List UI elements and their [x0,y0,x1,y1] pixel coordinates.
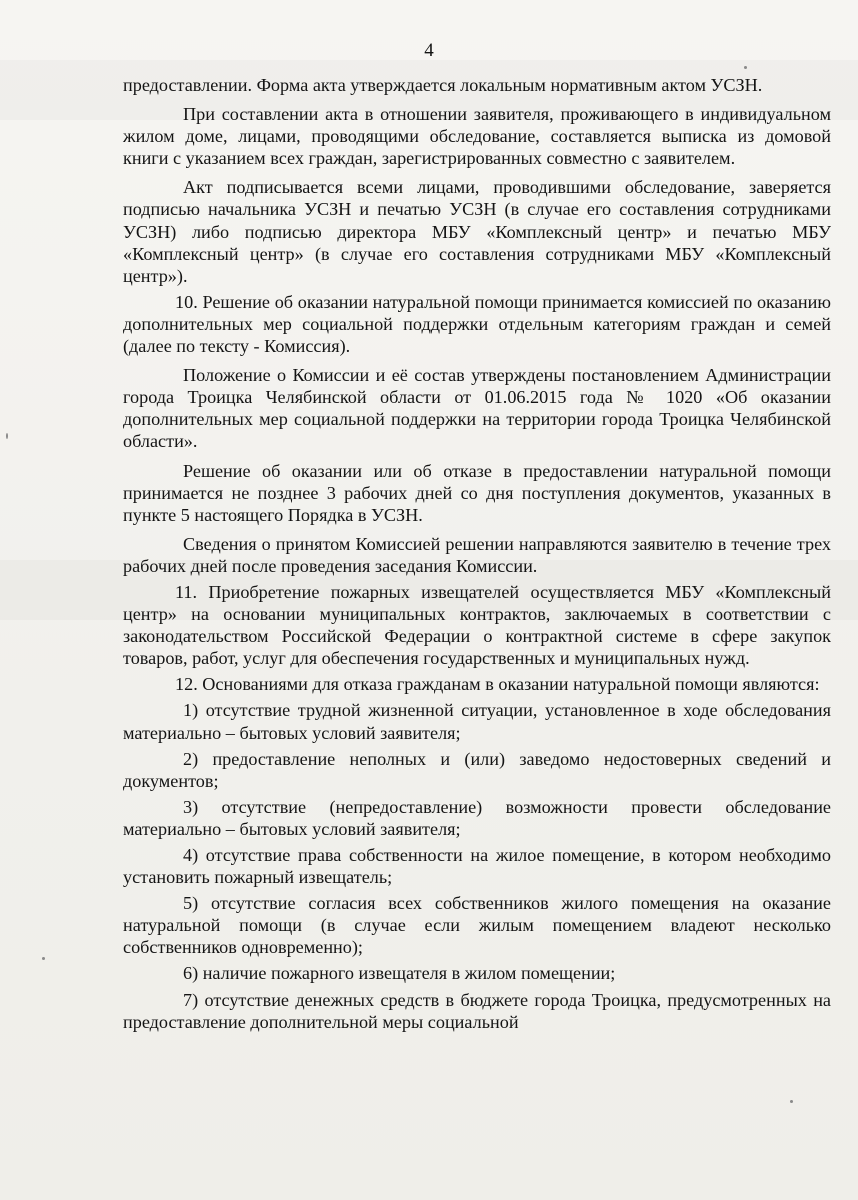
paragraph: Акт подписывается всеми лицами, проводившими обследование, заверяется подписью начальника УСЗН и печатью УСЗН (в случае его составления сотрудниками УСЗН) либо подписью директора МБУ «Комплексный центр» и печатью МБУ «Комплексный центр» (в случае его составления сотрудниками МБУ «Комплексный центр»). [123,177,831,286]
paragraph: Решение об оказании или об отказе в предоставлении натуральной помощи принимается не позднее 3 рабочих дней со дня поступления документов, указанных в пункте 5 настоящего Порядка в УСЗН. [123,460,831,525]
list-item: 6) наличие пожарного извещателя в жилом помещении; [183,963,616,984]
list-item: 4) отсутствие права собственности на жилое помещение, в котором необходимо установить пожарный извещатель; [123,845,831,888]
scan-speck [790,1100,793,1103]
list-item: 7) отсутствие денежных средств в бюджете города Троицка, предусмотренных на предоставление дополнительной меры социальной [123,989,831,1032]
paragraph: Положение о Комиссии и её состав утверждены постановлением Администрации города Троицка Челябинской области от 01.06.2015 года № 1020 «Об оказании дополнительных мер социальной поддержки на территории города Троицка Челябинской области». [123,365,831,452]
paragraph: 11. Приобретение пожарных извещателей осуществляется МБУ «Комплексный центр» на основании муниципальных контрактов, заключаемых в соответствии с законодательством Российской Федерации о контрактной системе в сфере закупок товаров, работ, услуг для обеспечения государственных и муниципальных нужд. [123,581,831,669]
list-item: 2) предоставление неполных и (или) заведомо недостоверных сведений и документов; [123,748,831,791]
list-item: 3) отсутствие (непредоставление) возможности провести обследование материально – бытовых условий заявителя; [123,796,831,839]
document-body [123,74,831,1033]
paragraph: Сведения о принятом Комиссией решении направляются заявителю в течение трех рабочих дней после проведения заседания Комиссии. [123,533,831,576]
paragraph: предоставлении. Форма акта утверждается локальным нормативным актом УСЗН. [123,75,763,95]
scan-speck [744,66,747,69]
scan-speck [42,957,45,960]
paragraph: 10. Решение об оказании натуральной помощи принимается комиссией по оказанию дополнительных мер социальной поддержки отдельным категориям граждан и семей (далее по тексту - Комиссия). [123,291,831,357]
page-number: 4 [424,40,434,61]
list-item: 1) отсутствие трудной жизненной ситуации, установленное в ходе обследования материально – бытовых условий заявителя; [123,700,831,743]
paragraph: 12. Основаниями для отказа гражданам в оказании натуральной помощи являются: [175,674,820,695]
list-item: 5) отсутствие согласия всех собственников жилого помещения на оказание натуральной помощи (в случае если жилым помещением владеют несколько собственников одновременно); [123,893,831,958]
scan-speck [6,433,8,439]
paragraph: При составлении акта в отношении заявителя, проживающего в индивидуальном жилом доме, лицами, проводящими обследование, составляется выписка из домовой книги с указанием всех граждан, зарегистрированных совместно с заявителем. [123,104,831,169]
